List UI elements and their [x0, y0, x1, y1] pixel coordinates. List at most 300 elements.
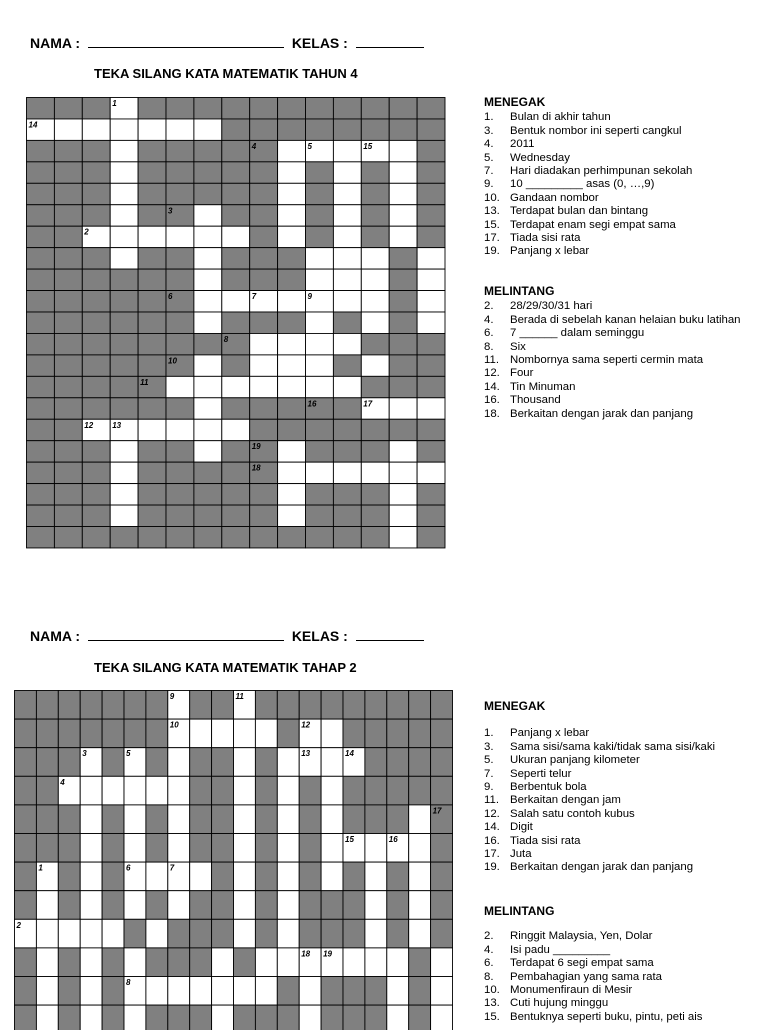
clue-number-label: 19 — [323, 949, 333, 959]
grid-cell-open[interactable] — [146, 862, 168, 891]
grid-cell-open[interactable] — [409, 891, 431, 920]
grid-cell-open[interactable] — [146, 977, 168, 1006]
grid-cell-open[interactable] — [110, 119, 138, 140]
grid-cell-blocked — [168, 1005, 190, 1030]
grid-cell-blocked — [27, 333, 55, 354]
grid-cell-blocked — [166, 162, 194, 183]
grid-cell-open[interactable] — [321, 805, 343, 834]
grid-cell-open[interactable] — [110, 248, 138, 269]
grid-cell-open[interactable] — [234, 919, 256, 948]
grid-cell-blocked — [250, 527, 278, 548]
grid-cell-blocked — [417, 484, 445, 505]
clue-number-label: 3 — [82, 749, 87, 759]
grid-cell-open[interactable] — [36, 1005, 58, 1030]
grid-cell-blocked — [194, 183, 222, 204]
grid-cell-blocked — [110, 527, 138, 548]
grid-cell-open[interactable] — [361, 269, 389, 290]
grid-cell-blocked — [194, 140, 222, 161]
grid-cell-open[interactable] — [277, 834, 299, 863]
grid-cell-open[interactable] — [110, 162, 138, 183]
grid-cell-open[interactable] — [194, 355, 222, 376]
grid-cell-blocked — [212, 891, 234, 920]
grid-cell-open[interactable] — [166, 226, 194, 247]
grid-cell-blocked — [54, 162, 82, 183]
grid-cell-open[interactable] — [80, 1005, 102, 1030]
grid-cell-open[interactable] — [234, 834, 256, 863]
grid-cell-open[interactable] — [194, 205, 222, 226]
clue-text: 2011 — [510, 138, 535, 151]
grid-cell-open[interactable] — [138, 419, 166, 440]
grid-cell-open[interactable] — [417, 462, 445, 483]
grid-cell-blocked — [82, 398, 110, 419]
grid-cell-open[interactable] — [212, 977, 234, 1006]
grid-cell-open[interactable] — [389, 441, 417, 462]
grid-cell-blocked — [212, 834, 234, 863]
grid-cell-open[interactable] — [365, 919, 387, 948]
grid-cell-blocked — [277, 977, 299, 1006]
grid-cell-open[interactable] — [306, 312, 334, 333]
grid-cell-open[interactable] — [36, 891, 58, 920]
grid-cell-open[interactable] — [80, 891, 102, 920]
grid-cell-open[interactable] — [387, 1005, 409, 1030]
clue-number-label: 16 — [388, 835, 398, 844]
grid-cell-blocked — [27, 484, 55, 505]
clue-item — [484, 178, 741, 191]
grid-cell-open[interactable] — [168, 834, 190, 863]
grid-cell-open[interactable] — [333, 248, 361, 269]
grid-cell-open[interactable] — [389, 484, 417, 505]
grid-cell-open[interactable] — [110, 226, 138, 247]
grid-cell-open[interactable] — [387, 977, 409, 1006]
clue-number: 13. — [484, 205, 500, 218]
grid-cell-open[interactable] — [306, 248, 334, 269]
grid-cell-open[interactable] — [389, 205, 417, 226]
grid-cell-open[interactable] — [194, 226, 222, 247]
grid-cell-open[interactable] — [80, 919, 102, 948]
menegak-list — [484, 727, 715, 874]
grid-cell-open[interactable] — [250, 355, 278, 376]
grid-cell-blocked — [54, 291, 82, 312]
grid-cell-open[interactable] — [190, 977, 212, 1006]
clue-number: 15. — [484, 1010, 500, 1023]
clue-item — [484, 944, 715, 957]
grid-cell-open[interactable] — [80, 948, 102, 977]
grid-cell-open[interactable] — [389, 527, 417, 548]
grid-cell-blocked — [299, 919, 321, 948]
clue-number: 11. — [484, 794, 499, 807]
grid-cell-open[interactable] — [417, 248, 445, 269]
grid-cell-open[interactable] — [255, 719, 277, 748]
clue-item — [484, 408, 741, 421]
clue-item — [484, 768, 715, 781]
nama-blank[interactable] — [88, 639, 284, 641]
grid-cell-open[interactable] — [333, 226, 361, 247]
grid-cell-blocked — [255, 776, 277, 805]
grid-cell-open[interactable] — [110, 183, 138, 204]
grid-cell-open[interactable] — [110, 441, 138, 462]
grid-cell-blocked — [361, 205, 389, 226]
grid-cell-blocked — [389, 248, 417, 269]
clue-number: 3. — [484, 124, 494, 137]
grid-cell-open[interactable] — [277, 748, 299, 777]
clue-number-label: 15 — [345, 835, 354, 844]
grid-cell-open[interactable] — [333, 162, 361, 183]
grid-cell-open[interactable] — [222, 226, 250, 247]
grid-cell-open[interactable] — [365, 891, 387, 920]
grid-cell-open[interactable] — [277, 805, 299, 834]
grid-cell-open[interactable] — [194, 291, 222, 312]
grid-cell-open[interactable] — [80, 977, 102, 1006]
grid-cell-open[interactable] — [389, 505, 417, 526]
grid-cell-open[interactable] — [333, 376, 361, 397]
grid-cell-open[interactable] — [110, 484, 138, 505]
grid-cell-open[interactable] — [82, 119, 110, 140]
grid-cell-blocked — [82, 462, 110, 483]
grid-cell-blocked — [361, 333, 389, 354]
grid-cell-open[interactable] — [250, 333, 278, 354]
grid-cell-open[interactable] — [306, 355, 334, 376]
grid-cell-open[interactable] — [194, 119, 222, 140]
grid-cell-blocked — [306, 441, 334, 462]
grid-cell-blocked — [138, 98, 166, 119]
grid-cell-open[interactable] — [431, 948, 453, 977]
grid-cell-open[interactable] — [306, 462, 334, 483]
grid-cell-open[interactable] — [365, 834, 387, 863]
grid-cell-open[interactable] — [222, 376, 250, 397]
grid-cell-open[interactable] — [166, 376, 194, 397]
grid-cell-open[interactable] — [102, 776, 124, 805]
grid-cell-open[interactable] — [138, 226, 166, 247]
grid-cell-open[interactable] — [194, 269, 222, 290]
kelas-blank[interactable] — [356, 639, 424, 641]
grid-cell-blocked — [54, 333, 82, 354]
grid-cell-open[interactable] — [124, 805, 146, 834]
grid-cell-open[interactable] — [278, 291, 306, 312]
grid-cell-open[interactable] — [190, 719, 212, 748]
grid-cell-blocked — [146, 834, 168, 863]
grid-cell-open[interactable] — [194, 441, 222, 462]
grid-cell-open[interactable] — [333, 183, 361, 204]
grid-cell-open[interactable] — [80, 805, 102, 834]
grid-cell-open[interactable] — [389, 462, 417, 483]
grid-cell-open[interactable] — [361, 312, 389, 333]
grid-cell-blocked — [146, 1005, 168, 1030]
grid-cell-open[interactable] — [124, 834, 146, 863]
grid-cell-open[interactable] — [36, 977, 58, 1006]
grid-cell-open[interactable] — [222, 291, 250, 312]
grid-cell-open[interactable] — [54, 119, 82, 140]
grid-cell-open[interactable] — [278, 441, 306, 462]
grid-cell-open[interactable] — [80, 862, 102, 891]
grid-cell-open[interactable] — [306, 376, 334, 397]
grid-cell-open[interactable] — [389, 162, 417, 183]
grid-cell-blocked — [36, 834, 58, 863]
grid-cell-blocked — [409, 948, 431, 977]
clue-item — [484, 327, 741, 340]
grid-cell-open[interactable] — [343, 948, 365, 977]
grid-cell-open[interactable] — [409, 805, 431, 834]
grid-cell-open[interactable] — [333, 333, 361, 354]
grid-cell-blocked — [278, 248, 306, 269]
clue-text: Wednesday — [510, 151, 570, 164]
grid-cell-open[interactable] — [333, 291, 361, 312]
grid-cell-open[interactable] — [306, 269, 334, 290]
grid-cell-blocked — [343, 977, 365, 1006]
grid-cell-open[interactable] — [361, 248, 389, 269]
grid-cell-blocked — [361, 484, 389, 505]
grid-cell-blocked — [15, 805, 37, 834]
kelas-blank[interactable] — [356, 46, 424, 48]
grid-cell-open[interactable] — [417, 269, 445, 290]
grid-cell-open[interactable] — [277, 919, 299, 948]
clue-item — [484, 394, 741, 407]
grid-cell-open[interactable] — [389, 226, 417, 247]
grid-cell-blocked — [138, 291, 166, 312]
clue-text: Thousand — [510, 394, 561, 407]
grid-cell-blocked — [389, 119, 417, 140]
grid-cell-open[interactable] — [417, 291, 445, 312]
grid-cell-open[interactable] — [168, 748, 190, 777]
grid-cell-open[interactable] — [234, 805, 256, 834]
grid-cell-open[interactable] — [138, 119, 166, 140]
grid-cell-open[interactable] — [234, 748, 256, 777]
clue-item — [484, 125, 741, 138]
grid-cell-blocked — [250, 312, 278, 333]
grid-cell-open[interactable] — [277, 776, 299, 805]
crossword-grid-2[interactable] — [14, 690, 458, 1030]
grid-cell-open[interactable] — [277, 891, 299, 920]
grid-cell-open[interactable] — [234, 862, 256, 891]
clue-item — [484, 219, 741, 232]
grid-cell-open[interactable] — [409, 919, 431, 948]
grid-cell-open[interactable] — [333, 205, 361, 226]
grid-cell-blocked — [417, 419, 445, 440]
grid-cell-blocked — [27, 441, 55, 462]
grid-cell-open[interactable] — [277, 948, 299, 977]
grid-cell-open[interactable] — [278, 462, 306, 483]
grid-cell-open[interactable] — [124, 776, 146, 805]
grid-cell-open[interactable] — [212, 948, 234, 977]
grid-cell-open[interactable] — [278, 162, 306, 183]
puzzle2-clues — [484, 700, 715, 1024]
grid-cell-open[interactable] — [58, 919, 80, 948]
grid-cell-blocked — [110, 355, 138, 376]
grid-cell-open[interactable] — [389, 398, 417, 419]
clue-text: Bentuk nombor ini seperti cangkul — [510, 124, 682, 137]
grid-cell-blocked — [110, 312, 138, 333]
grid-cell-blocked — [138, 162, 166, 183]
clue-number-label: 10 — [169, 720, 179, 730]
grid-cell-open[interactable] — [278, 355, 306, 376]
grid-cell-open[interactable] — [431, 1005, 453, 1030]
grid-cell-blocked — [431, 748, 453, 777]
grid-cell-blocked — [54, 312, 82, 333]
grid-cell-open[interactable] — [321, 834, 343, 863]
grid-cell-blocked — [417, 527, 445, 548]
grid-cell-open[interactable] — [194, 419, 222, 440]
melintang-list — [484, 300, 741, 421]
grid-cell-open[interactable] — [168, 776, 190, 805]
clue-number: 4. — [484, 313, 494, 326]
grid-cell-blocked — [333, 98, 361, 119]
grid-cell-blocked — [58, 1005, 80, 1030]
grid-cell-open[interactable] — [110, 205, 138, 226]
puzzle2-title: TEKA SILANG KATA MATEMATIK TAHAP 2 — [94, 660, 357, 675]
grid-cell-blocked — [102, 834, 124, 863]
grid-cell-open[interactable] — [110, 505, 138, 526]
grid-cell-open[interactable] — [278, 226, 306, 247]
grid-cell-open[interactable] — [234, 719, 256, 748]
grid-cell-open[interactable] — [124, 1005, 146, 1030]
grid-cell-open[interactable] — [194, 312, 222, 333]
grid-cell-open[interactable] — [409, 834, 431, 863]
grid-cell-blocked — [110, 269, 138, 290]
grid-cell-open[interactable] — [417, 312, 445, 333]
grid-cell-open[interactable] — [333, 269, 361, 290]
clue-text: Panjang x lebar — [510, 245, 590, 258]
grid-cell-open[interactable] — [110, 140, 138, 161]
grid-cell-open[interactable] — [306, 333, 334, 354]
grid-cell-blocked — [222, 248, 250, 269]
grid-cell-open[interactable] — [194, 398, 222, 419]
grid-cell-open[interactable] — [168, 805, 190, 834]
grid-cell-open[interactable] — [102, 919, 124, 948]
grid-cell-open[interactable] — [299, 1005, 321, 1030]
grid-cell-blocked — [15, 1005, 37, 1030]
grid-cell-open[interactable] — [168, 891, 190, 920]
grid-cell-open[interactable] — [389, 140, 417, 161]
grid-cell-blocked — [277, 719, 299, 748]
clue-item — [484, 861, 715, 874]
clue-number-label: 7 — [251, 292, 257, 302]
grid-cell-open[interactable] — [361, 462, 389, 483]
grid-cell-open[interactable] — [431, 977, 453, 1006]
grid-cell-blocked — [138, 183, 166, 204]
grid-cell-open[interactable] — [387, 948, 409, 977]
grid-cell-open[interactable] — [389, 183, 417, 204]
grid-cell-open[interactable] — [234, 977, 256, 1006]
grid-cell-blocked — [250, 183, 278, 204]
grid-cell-open[interactable] — [278, 183, 306, 204]
grid-cell-open[interactable] — [166, 119, 194, 140]
grid-cell-open[interactable] — [321, 748, 343, 777]
grid-cell-blocked — [387, 691, 409, 720]
grid-cell-open[interactable] — [365, 948, 387, 977]
grid-cell-open[interactable] — [299, 977, 321, 1006]
clue-item — [484, 245, 741, 258]
grid-cell-open[interactable] — [80, 834, 102, 863]
grid-cell-blocked — [146, 948, 168, 977]
grid-cell-blocked — [27, 312, 55, 333]
grid-cell-open[interactable] — [321, 719, 343, 748]
grid-cell-open[interactable] — [166, 419, 194, 440]
clue-number-label: 17 — [363, 399, 373, 409]
grid-cell-open[interactable] — [255, 948, 277, 977]
clue-item — [484, 821, 715, 834]
grid-cell-blocked — [27, 462, 55, 483]
grid-cell-open[interactable] — [212, 1005, 234, 1030]
grid-cell-blocked — [277, 691, 299, 720]
grid-cell-open[interactable] — [194, 248, 222, 269]
grid-cell-open[interactable] — [194, 376, 222, 397]
grid-cell-blocked — [361, 376, 389, 397]
grid-cell-blocked — [58, 891, 80, 920]
student-info-line-2 — [30, 628, 428, 644]
grid-cell-blocked — [333, 119, 361, 140]
grid-cell-open[interactable] — [278, 205, 306, 226]
grid-cell-open[interactable] — [234, 776, 256, 805]
grid-cell-open[interactable] — [124, 948, 146, 977]
grid-cell-blocked — [27, 398, 55, 419]
grid-cell-open[interactable] — [146, 776, 168, 805]
grid-cell-blocked — [102, 748, 124, 777]
grid-cell-open[interactable] — [250, 376, 278, 397]
clue-number-label: 16 — [307, 399, 317, 409]
grid-cell-blocked — [54, 505, 82, 526]
grid-cell-blocked — [431, 862, 453, 891]
nama-blank[interactable] — [88, 46, 284, 48]
clue-number-label: 5 — [126, 749, 131, 759]
grid-cell-blocked — [82, 484, 110, 505]
grid-cell-open[interactable] — [365, 862, 387, 891]
grid-cell-blocked — [250, 162, 278, 183]
grid-cell-open[interactable] — [278, 484, 306, 505]
grid-cell-blocked — [278, 119, 306, 140]
clue-text: Terdapat bulan dan bintang — [510, 205, 649, 218]
clue-number: 7. — [484, 767, 494, 780]
grid-cell-open[interactable] — [278, 505, 306, 526]
grid-cell-open[interactable] — [36, 948, 58, 977]
grid-cell-open[interactable] — [361, 355, 389, 376]
grid-cell-open[interactable] — [333, 140, 361, 161]
clue-number-label: 13 — [112, 420, 122, 430]
grid-cell-open[interactable] — [278, 333, 306, 354]
grid-cell-open[interactable] — [234, 891, 256, 920]
grid-cell-open[interactable] — [36, 919, 58, 948]
grid-cell-open[interactable] — [278, 140, 306, 161]
grid-cell-blocked — [255, 862, 277, 891]
grid-cell-blocked — [110, 291, 138, 312]
grid-cell-blocked — [124, 719, 146, 748]
grid-cell-open[interactable] — [110, 462, 138, 483]
grid-cell-open[interactable] — [212, 719, 234, 748]
grid-cell-open[interactable] — [417, 398, 445, 419]
crossword-grid-1[interactable] — [26, 97, 446, 549]
grid-cell-open[interactable] — [255, 977, 277, 1006]
grid-cell-blocked — [54, 205, 82, 226]
grid-cell-open[interactable] — [277, 862, 299, 891]
grid-cell-open[interactable] — [222, 419, 250, 440]
grid-cell-open[interactable] — [190, 862, 212, 891]
clue-text: Terdapat 6 segi empat sama — [510, 957, 654, 970]
grid-cell-blocked — [102, 805, 124, 834]
grid-cell-open[interactable] — [146, 919, 168, 948]
grid-cell-open[interactable] — [321, 862, 343, 891]
grid-cell-blocked — [194, 484, 222, 505]
grid-cell-open[interactable] — [168, 977, 190, 1006]
grid-cell-blocked — [124, 919, 146, 948]
grid-cell-open[interactable] — [321, 776, 343, 805]
grid-cell-open[interactable] — [80, 776, 102, 805]
grid-cell-open[interactable] — [409, 862, 431, 891]
grid-cell-blocked — [255, 919, 277, 948]
grid-cell-blocked — [146, 748, 168, 777]
grid-cell-open[interactable] — [361, 291, 389, 312]
grid-cell-blocked — [82, 376, 110, 397]
grid-cell-open[interactable] — [278, 376, 306, 397]
grid-cell-open[interactable] — [124, 891, 146, 920]
grid-cell-open[interactable] — [333, 462, 361, 483]
